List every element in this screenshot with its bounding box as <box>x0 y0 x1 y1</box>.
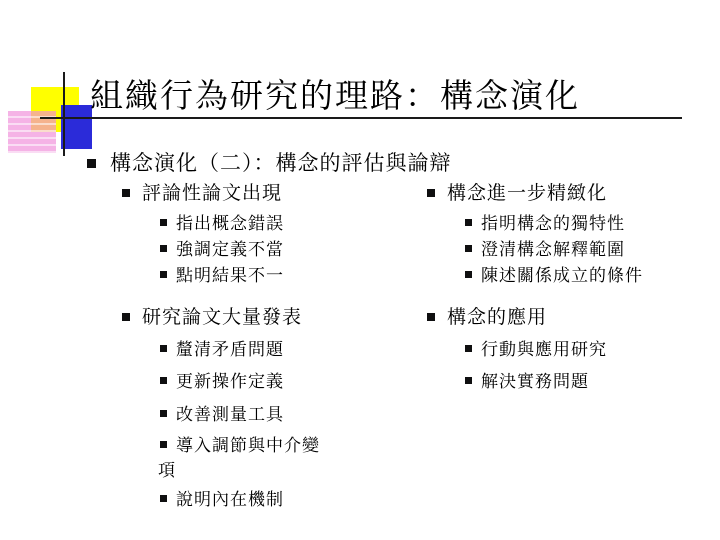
bullet-icon <box>122 313 130 321</box>
bullet-icon <box>122 189 130 197</box>
bullet-icon <box>465 271 472 278</box>
left-section-2-item: 更新操作定義 <box>176 372 284 392</box>
left-section-2-label: 研究論文大量發表 <box>142 306 303 328</box>
left-section-2-item-wrap: 項 <box>158 461 176 481</box>
bullet-icon <box>160 345 167 352</box>
left-section-2-item: 改善測量工具 <box>176 405 284 425</box>
right-section-1-label: 構念進一步精緻化 <box>447 182 608 204</box>
bullet-icon <box>160 271 167 278</box>
bullet-icon <box>160 441 167 448</box>
left-section-1-item: 指出概念錯誤 <box>176 214 284 234</box>
left-section-2-item: 說明內在機制 <box>176 490 284 510</box>
decor-vertical-rule <box>63 72 65 156</box>
left-section-1-item: 強調定義不當 <box>176 240 284 260</box>
slide-title: 組織行為研究的理路：構念演化 <box>90 76 580 115</box>
right-section-1-item: 陳述關係成立的條件 <box>481 266 643 286</box>
right-section-1-item: 澄清構念解釋範圍 <box>481 240 625 260</box>
left-section-1-label: 評論性論文出現 <box>142 182 283 204</box>
bullet-icon <box>160 377 167 384</box>
right-section-2-item: 解決實務問題 <box>481 372 589 392</box>
left-section-1-item: 點明結果不一 <box>176 266 284 286</box>
bullet-icon <box>427 313 435 321</box>
bullet-icon <box>87 159 96 168</box>
bullet-icon <box>160 495 167 502</box>
left-section-2-item: 導入調節與中介變 <box>176 436 320 456</box>
left-section-2-item: 釐清矛盾問題 <box>176 340 284 360</box>
bullet-icon <box>465 377 472 384</box>
bullet-icon <box>465 245 472 252</box>
decor-blue-square <box>61 105 92 149</box>
bullet-icon <box>427 189 435 197</box>
bullet-icon <box>160 410 167 417</box>
right-section-2-item: 行動與應用研究 <box>481 340 607 360</box>
right-section-1-item: 指明構念的獨特性 <box>481 214 625 234</box>
bullet-icon <box>160 219 167 226</box>
main-heading: 構念演化（二）：構念的評估與論辯 <box>110 151 452 175</box>
bullet-icon <box>465 345 472 352</box>
bullet-icon <box>160 245 167 252</box>
bullet-icon <box>465 219 472 226</box>
right-section-2-label: 構念的應用 <box>447 306 548 328</box>
decor-horizontal-rule <box>40 117 682 119</box>
